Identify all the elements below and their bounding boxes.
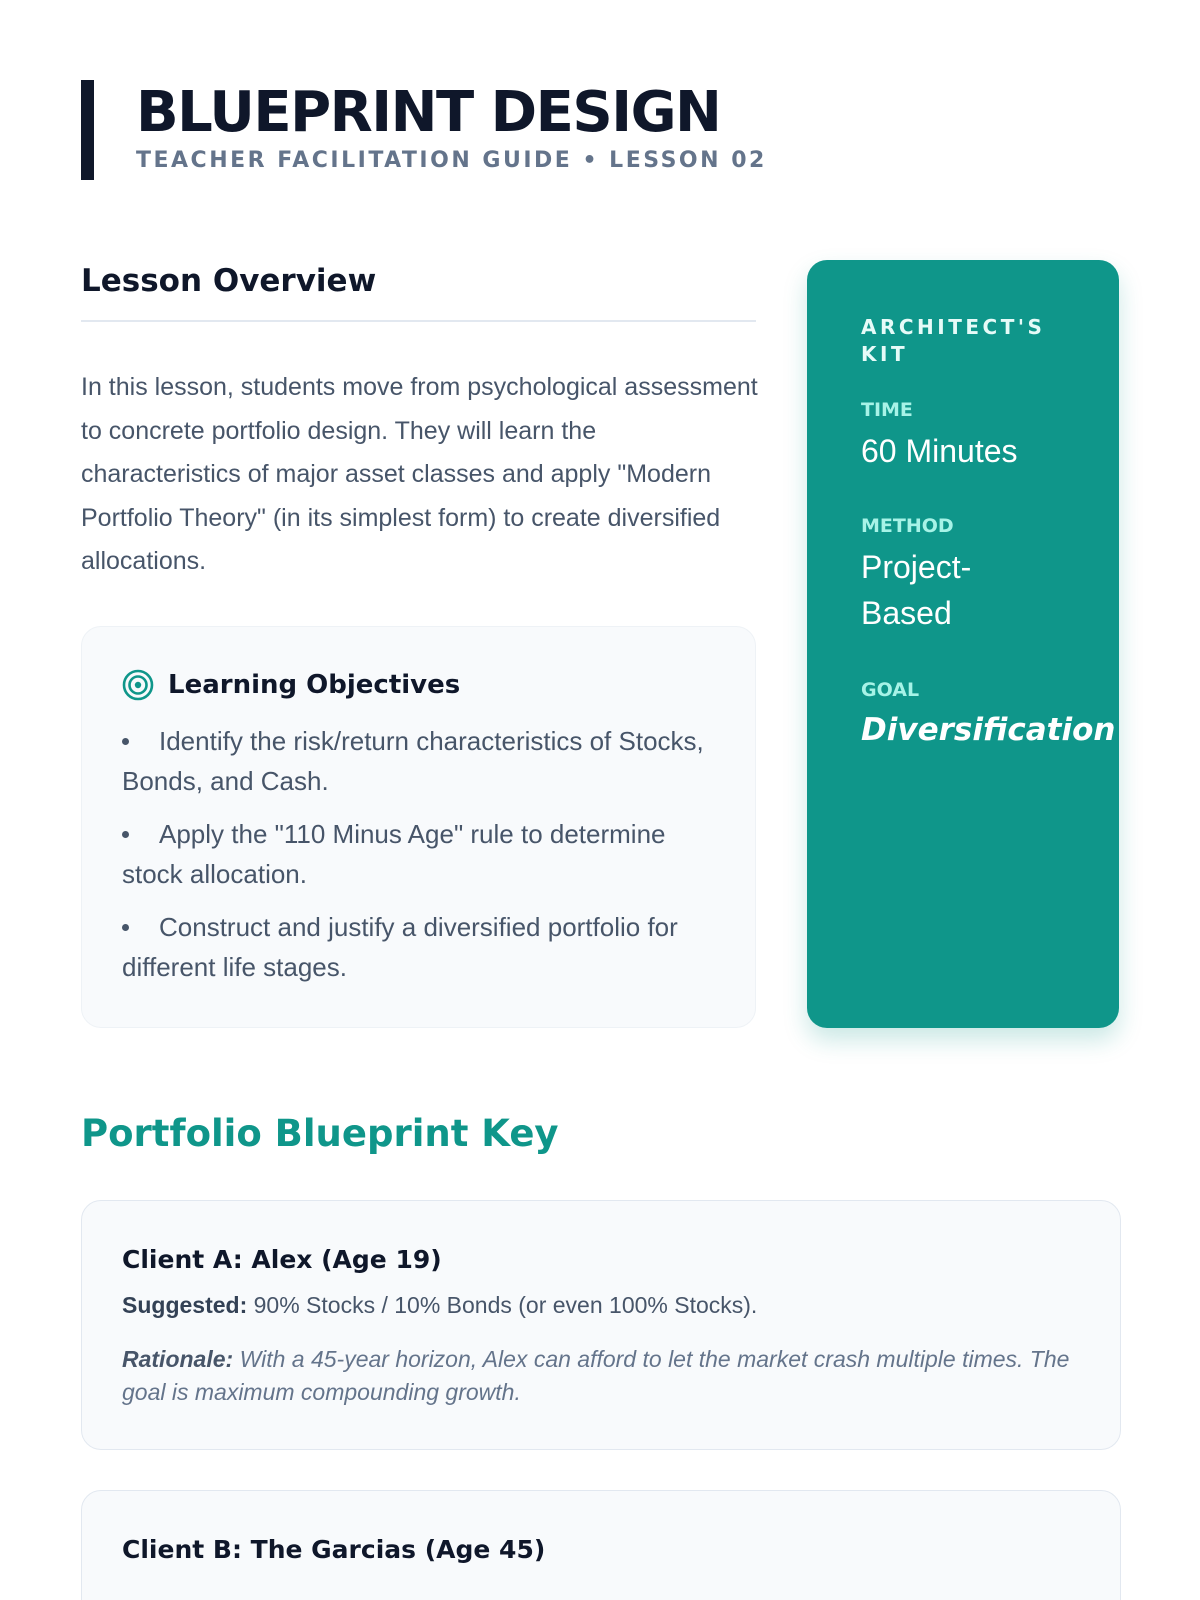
kit-method-label: METHOD: [861, 515, 954, 537]
overview-section: [81, 260, 756, 1028]
objectives-header: [122, 669, 715, 701]
objective-item: Identify the risk/return characteristics of Stocks, Bonds, and Cash.: [122, 721, 715, 801]
suggested-text: 90% Stocks / 10% Bonds (or even 100% Stocks).: [247, 1292, 758, 1318]
overview-columns: [81, 260, 1119, 1028]
kit-method-value: Project-Based: [861, 549, 972, 631]
header-accent-bar: [81, 80, 94, 180]
kit-goal-value: Diversification: [861, 712, 1116, 748]
page-subtitle: TEACHER FACILITATION GUIDE • LESSON 02: [136, 148, 767, 173]
overview-heading: Lesson Overview: [81, 260, 756, 322]
kit-time-value: 60 Minutes: [861, 433, 1018, 469]
objective-item: Construct and justify a diversified portfolio for different life stages.: [122, 907, 715, 987]
client-card: [81, 1200, 1121, 1450]
learning-objectives-box: [81, 626, 756, 1028]
rationale-label: Rationale:: [122, 1346, 234, 1372]
kit-title: ARCHITECT'S KIT: [861, 315, 1046, 366]
objectives-title: Learning Objectives: [168, 669, 461, 700]
architects-kit-card: [807, 260, 1119, 1028]
kit-goal-label: GOAL: [861, 679, 920, 701]
architects-kit-column: [807, 260, 1119, 1028]
suggested-label: Suggested:: [122, 1292, 248, 1318]
page-header: [81, 80, 1119, 180]
overview-text: In this lesson, students move from psychological assessment to concrete portfolio design. They will learn the characteristics of major asset classes and apply "Modern Portfolio Theory" (in its simplest form) to create diversified allocations.: [81, 373, 758, 575]
objective-item: Apply the "110 Minus Age" rule to determine stock allocation.: [122, 814, 715, 894]
client-suggested: [122, 1287, 1080, 1323]
client-name: Client A: Alex (Age 19): [122, 1245, 442, 1274]
kit-time-label: TIME: [861, 399, 913, 421]
client-name: Client B: The Garcias (Age 45): [122, 1535, 546, 1564]
objectives-list: [122, 721, 715, 987]
target-icon: [122, 669, 154, 701]
rationale-text: With a 45-year horizon, Alex can afford to let the market crash multiple times. The goal is maximum compounding growth.: [122, 1346, 1070, 1405]
client-rationale: [122, 1343, 1080, 1409]
page-title: BLUEPRINT DESIGN: [136, 80, 721, 145]
blueprint-key-heading: Portfolio Blueprint Key: [81, 1112, 559, 1155]
client-card: [81, 1490, 1121, 1600]
